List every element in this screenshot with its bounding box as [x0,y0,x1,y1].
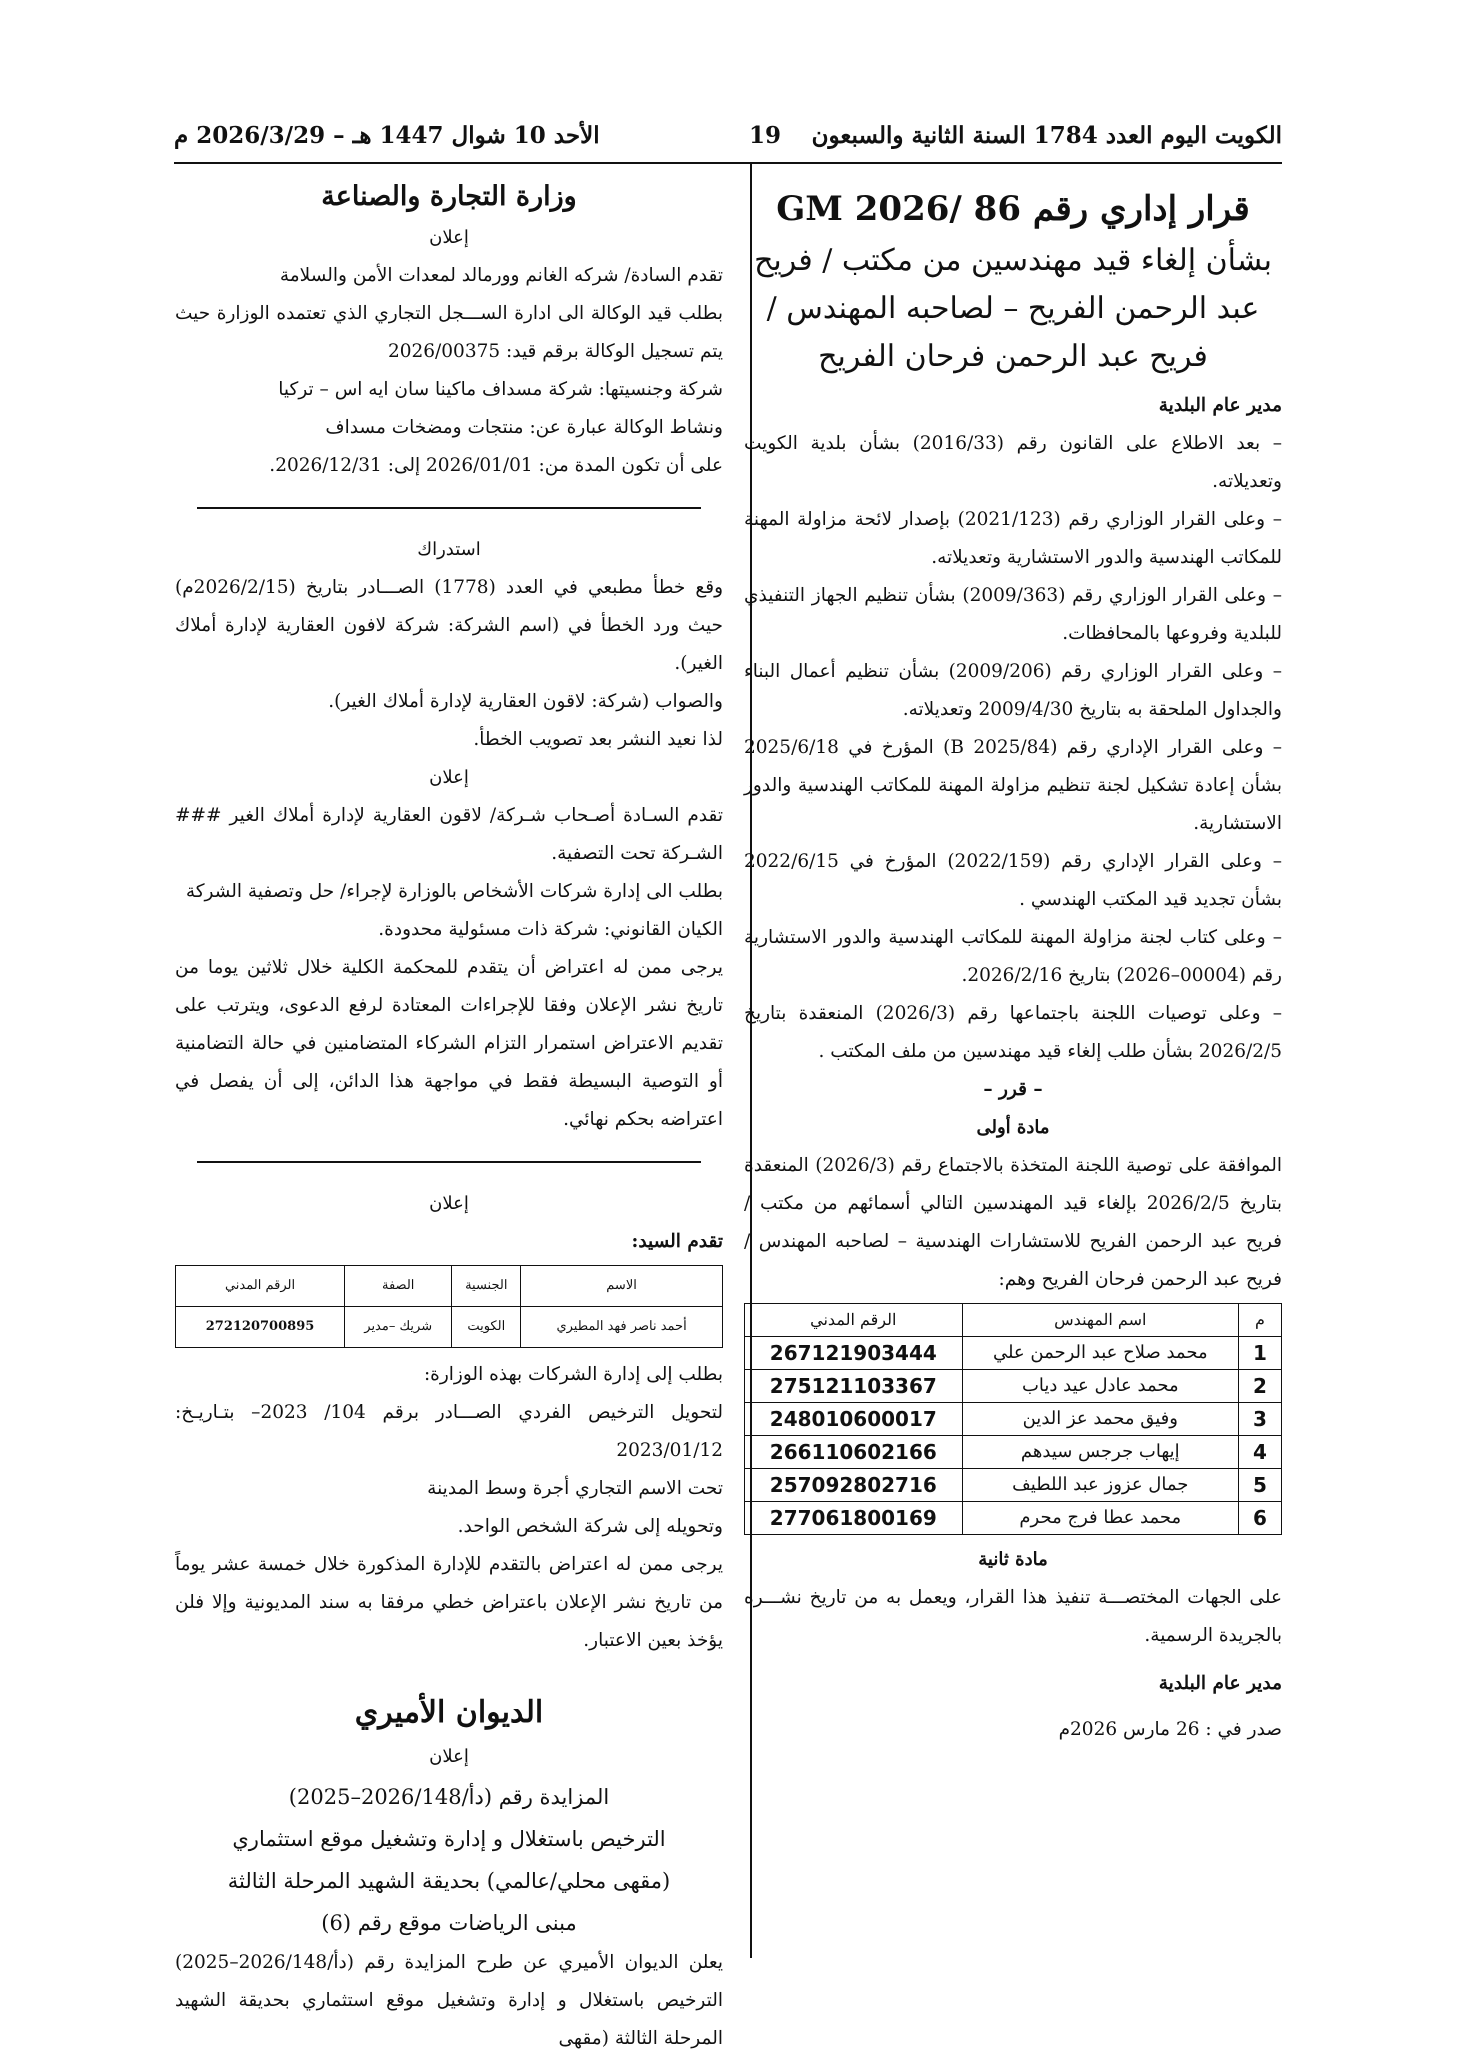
announcement-label: إعلان [429,1193,469,1214]
civil-id: 267121903444 [745,1337,963,1370]
decision-paragraph: – وعلى القرار الوزاري رقم (2009/206) بشأن تنظيم أعمال البناء والجداول الملحقة به بتاريخ 2009/4/30 وتعديلاته. [744,661,1282,720]
row-number: 2 [1239,1370,1282,1403]
announcement-line: تحت الاسم التجاري أجرة وسط المدينة [427,1478,723,1499]
row-number: 5 [1239,1469,1282,1502]
announcement-line: تقدم السادة/ شركه الغانم وورمالد لمعدات الأمن والسلامة [279,265,723,286]
col-header-civil-id: الرقم المدني [745,1304,963,1337]
announcement-label: إعلان [429,1746,469,1767]
announcement-line: الكيان القانوني: شركة ذات مسئولية محدودة. [378,919,723,940]
announcement-label: إعلان [429,227,469,248]
decision-paragraph: – وعلى القرار الوزاري رقم (2009/363) بشأن تنظيم الجهاز التنفيذي للبلدية وفروعها بالمحافظات. [744,585,1282,644]
issue-info: الكويت اليوم العدد 1784 السنة الثانية والسبعون [811,122,1282,149]
announcement-line: تقدم السـادة أصـحاب شـركة/ لاقون العقارية لإدارة أملاك الغير ### الشـركة تحت التصفية. [175,805,723,864]
decision-paragraph: – بعد الاطلاع على القانون رقم (2016/33) بشأن بلدية الكويت وتعديلاته. [744,433,1283,492]
decision-paragraph: – وعلى القرار الإداري رقم (B 2025/84) المؤرخ في 2025/6/18 بشأن إعادة تشكيل لجنة تنظيم مزاولة المهنة للمكاتب الهندسية والدور الاستشارية. [744,737,1282,834]
announcement-line: على أن تكون المدة من: 2026/01/01 إلى: 2026/12/31. [269,455,723,476]
person-table [175,1265,723,1348]
col-header-name: الاسم [521,1266,723,1307]
table-row [745,1436,1282,1469]
decision-paragraph: – وعلى القرار الإداري رقم (2022/159) المؤرخ في 2022/6/15 بشأن تجديد قيد المكتب الهندسي . [744,851,1282,910]
engineer-name: جمال عزوز عبد اللطيف [962,1469,1238,1502]
row-number: 3 [1239,1403,1282,1436]
table-row [745,1337,1282,1370]
correction-line: وقع خطأ مطبعي في العدد (1778) الصـــادر بتاريخ (2026/2/15م) حيث ورد الخطأ في (اسم الشركة: شركة لافون العقارية لإدارة أملاك الغير). [175,577,724,674]
decision-column [744,175,1282,1749]
article-1-title: مادة أولى [976,1117,1050,1138]
announcement-line: يرجى ممن له اعتراض أن يتقدم للمحكمة الكلية خلال ثلاثين يوما من تاريخ نشر الإعلان وفقا للإجراءات المعتادة لرفع الدعوى، ويترتب على تقديم الاعتراض استمرار التزام الشركاء المتضامنين في حالة التضامنية أو التوصية البسيطة فقط في مواجهة هذا الدائن، إلى أن يفصل في اعتراضه بحكم نهائي. [175,957,723,1130]
decision-paragraph: – وعلى كتاب لجنة مزاولة المهنة للمكاتب الهندسية والدور الاستشارية رقم (00004–2026) بتاريخ 2026/2/16. [744,927,1282,986]
civil-id: 277061800169 [745,1502,963,1535]
signature: مدير عام البلدية [1158,1673,1282,1694]
civil-id: 266110602166 [745,1436,963,1469]
row-number: 4 [1239,1436,1282,1469]
announcement-line: لتحويل الترخيص الفردي الصـــادر برقم 104/ 2023– بتـاريـخ: 2023/01/12 [175,1402,723,1461]
article-2-title: مادة ثانية [978,1549,1048,1570]
announcement-line: بطلب إلى إدارة الشركات بهذه الوزارة: [423,1364,723,1385]
decision-paragraph: – وعلى توصيات اللجنة باجتماعها رقم (2026/3) المنعقدة بتاريخ 2026/2/5 بشأن طلب إلغاء قيد مهندسين من ملف المكتب . [744,1003,1282,1062]
correction-label: استدراك [417,539,481,560]
row-number: 6 [1239,1502,1282,1535]
col-header-role: الصفة [345,1266,452,1307]
table-row [745,1502,1282,1535]
civil-id: 248010600017 [745,1403,963,1436]
col-header-nationality: الجنسية [452,1266,521,1307]
license-line: الترخيص باستغلال و إدارة وتشغيل موقع استثماري [232,1827,666,1851]
announcement-line: شركة وجنسيتها: شركة مسداف ماكينا سان ايه اس – تركيا [278,379,723,400]
table-row [745,1370,1282,1403]
person-name: أحمد ناصر فهد المطيري [521,1307,723,1348]
row-number: 1 [1239,1337,1282,1370]
page-header [174,118,1282,164]
person-civil-id: 272120700895 [176,1307,345,1348]
decision-subject: بشأن إلغاء قيد مهندسين من مكتب / فريح عبد الرحمن الفريح – لصاحبه المهندس / فريح عبد الرحمن فرحان الفريح [754,243,1272,374]
decides-heading: – قرر – [983,1079,1043,1100]
col-header-number: م [1239,1304,1282,1337]
civil-id: 257092802716 [745,1469,963,1502]
announcement-intro: تقدم السيد: [631,1231,723,1252]
person-nationality: الكويت [452,1307,521,1348]
table-row [745,1469,1282,1502]
page-number: 19 [749,122,782,149]
cafe-line: (مقهى محلي/عالمي) بحديقة الشهيد المرحلة الثالثة [227,1869,671,1893]
decision-paragraph: – وعلى القرار الوزاري رقم (2021/123) بإصدار لائحة مزاولة المهنة للمكاتب الهندسية والدور الاستشارية وتعديلاته. [744,509,1283,568]
correction-line: لذا نعيد النشر بعد تصويب الخطأ. [473,729,723,750]
decision-issuer: مدير عام البلدية [1158,395,1282,416]
engineer-name: محمد عادل عيد دياب [962,1370,1238,1403]
issue-date: الأحد 10 شوال 1447 هـ – 2026/3/29 م [174,122,600,149]
table-row [745,1403,1282,1436]
col-header-name: اسم المهندس [962,1304,1238,1337]
engineer-name: وفيق محمد عز الدين [962,1403,1238,1436]
article-1-text: الموافقة على توصية اللجنة المتخذة بالاجتماع رقم (2026/3) المنعقدة بتاريخ 2026/2/5 بإلغاء قيد المهندسين التالي أسمائهم من مكتب / فريح عبد الرحمن الفريح للاستشارات الهندسية – لصاحبه المهندس / فريح عبد الرحمن فرحان الفريح وهم: [744,1155,1282,1290]
civil-id: 275121103367 [745,1370,963,1403]
table-header-row [176,1266,723,1307]
engineers-table [744,1303,1282,1535]
diwan-name: الديوان الأميري [354,1695,544,1730]
ministry-name: وزارة التجارة والصناعة [321,181,577,212]
person-role: شريك –مدير [345,1307,452,1348]
engineer-name: محمد عطا فرج محرم [962,1502,1238,1535]
announcement-line: وتحويله إلى شركة الشخص الواحد. [457,1516,723,1537]
announcement-line: بطلب قيد الوكالة الى ادارة الســـجل التجاري الذي تعتمده الوزارة حيث يتم تسجيل الوكالة برقم قيد: 2026/00375 [175,303,723,362]
announcement-line: بطلب الى إدارة شركات الأشخاص بالوزارة لإجراء/ حل وتصفية الشركة [185,881,723,902]
correction-line: والصواب (شركة: لاقون العقارية لإدارة أملاك الغير). [328,691,723,712]
announcements-column [175,175,723,2058]
announcement-line: يرجى ممن له اعتراض بالتقدم للإدارة المذكورة خلال خمسة عشر يوماً من تاريخ نشر الإعلان باعتراض خطي مرفقا به سند المديونية وإلا فلن يؤخذ بعين الاعتبار. [175,1554,723,1651]
engineer-name: محمد صلاح عبد الرحمن علي [962,1337,1238,1370]
table-row [176,1307,723,1348]
building-line: مبنى الرياضات موقع رقم (6) [321,1911,577,1935]
table-header-row [745,1304,1282,1337]
col-header-civil-id: الرقم المدني [176,1266,345,1307]
engineer-name: إيهاب جرجس سيدهم [962,1436,1238,1469]
auction-number: المزايدة رقم (دأ/2026/148–2025) [288,1785,610,1809]
announcement-label: إعلان [429,767,469,788]
section-divider [197,507,701,509]
diwan-text: يعلن الديوان الأميري عن طرح المزايدة رقم (دأ/2026/148–2025) الترخيص باستغلال و إدارة وتشغيل موقع استثماري بحديقة الشهيد المرحلة الثالثة (مقهى [175,1952,723,2049]
announcement-line: ونشاط الوكالة عبارة عن: منتجات ومضخات مسداف [325,417,723,438]
decision-title: قرار إداري رقم 86 /2026 GM [776,189,1250,229]
section-divider [197,1161,701,1163]
article-2-text: على الجهات المختصـــة تنفيذ هذا القرار، ويعمل به من تاريخ نشـــره بالجريدة الرسمية. [744,1587,1282,1646]
issue-date-line: صدر في : 26 مارس 2026م [1058,1719,1282,1740]
